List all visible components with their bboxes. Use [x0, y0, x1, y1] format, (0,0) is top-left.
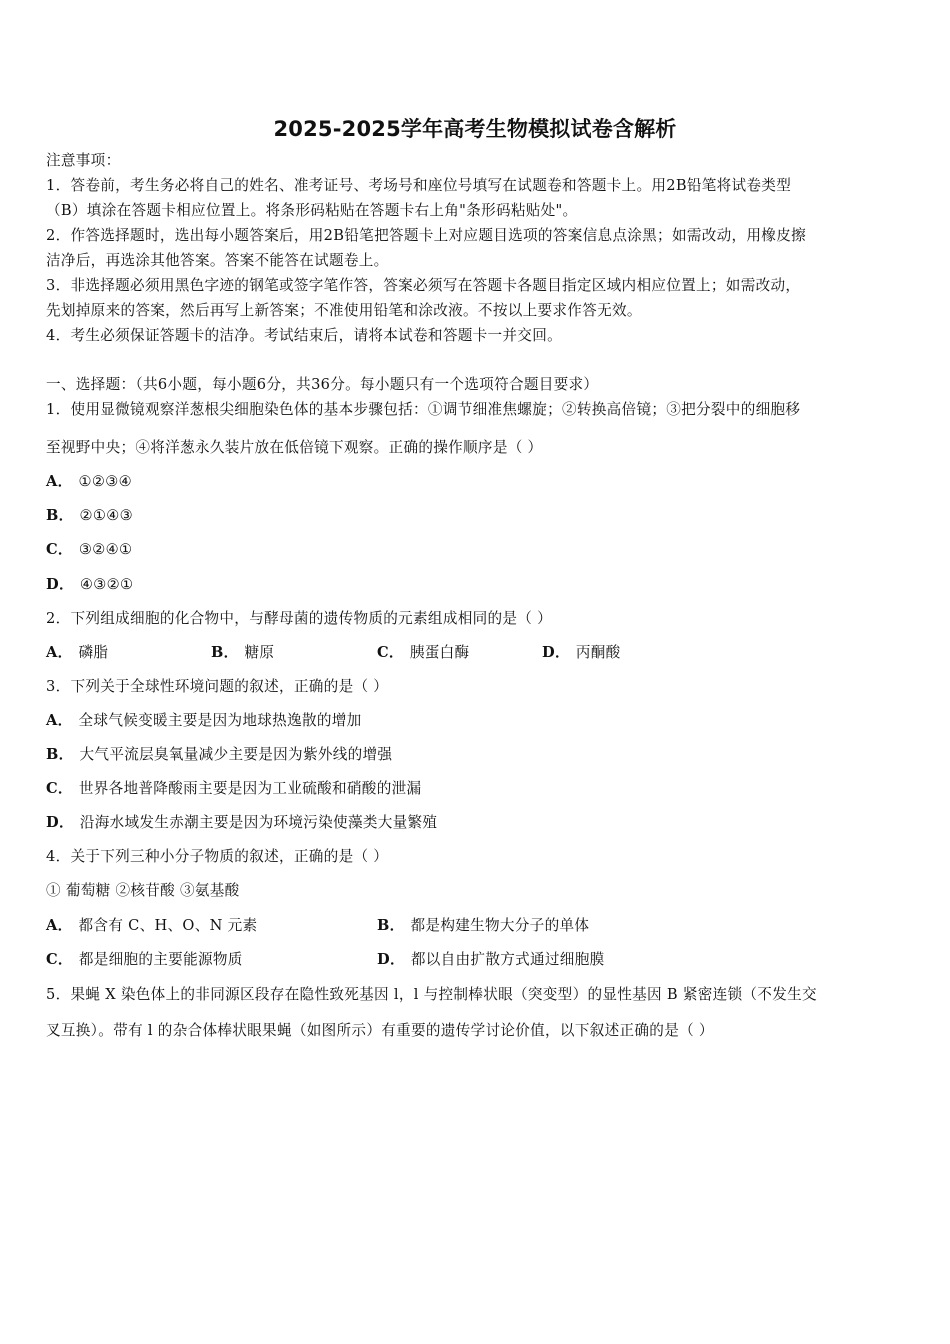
question-3-stem: 3．下列关于全球性环境问题的叙述，正确的是（ ） — [46, 678, 389, 695]
option-text: 全球气候变暖主要是因为地球热逸散的增加 — [78, 712, 362, 729]
page-title: 2025-2025学年高考生物模拟试卷含解析 — [273, 117, 677, 141]
option-label: A． — [46, 917, 73, 934]
question-1-option-d — [46, 575, 906, 595]
option-text: ①②③④ — [78, 473, 133, 490]
option-label: C． — [46, 780, 73, 797]
question-4-stem: 4．关于下列三种小分子物质的叙述，正确的是（ ） — [46, 848, 389, 865]
option-label: A． — [46, 712, 73, 729]
question-4-option-b — [377, 916, 589, 936]
notice-line: （B）填涂在答题卡相应位置上。将条形码粘贴在答题卡右上角"条形码粘贴处"。 — [46, 202, 578, 219]
option-text: ④③②① — [79, 576, 134, 593]
question-5-stem: 5．果蝇 X 染色体上的非同源区段存在隐性致死基因 l，l 与控制棒状眼（突变型）的显性基因 B 紧密连锁（不发生交 — [46, 986, 817, 1003]
notice-line: 3．非选择题必须用黑色字迹的钢笔或签字笔作答，答案必须写在答题卡各题目指定区域内相应位置上；如需改动， — [46, 277, 801, 294]
option-text: 丙酮酸 — [575, 644, 621, 661]
question-2-option-c — [377, 643, 469, 663]
option-label: B． — [46, 746, 74, 763]
option-text: 都含有 C、H、O、N 元素 — [78, 917, 258, 934]
question-3-option-c — [46, 779, 906, 799]
notice-line: 4．考生必须保证答题卡的洁净。考试结束后，请将本试卷和答题卡一并交回。 — [46, 327, 562, 344]
notice-line: 1．答卷前，考生务必将自己的姓名、准考证号、考场号和座位号填写在试题卷和答题卡上。用2B铅笔将试卷类型 — [46, 177, 792, 194]
option-text: 胰蛋白酶 — [409, 644, 470, 661]
question-3-option-a — [46, 711, 906, 731]
question-1-option-a — [46, 472, 906, 492]
option-label: A． — [46, 644, 73, 661]
question-1-stem-cont: 至视野中央；④将洋葱永久装片放在低倍镜下观察。正确的操作顺序是（ ） — [46, 439, 543, 456]
question-1-option-c — [46, 540, 906, 560]
question-1-option-b — [46, 506, 906, 526]
option-label: A． — [46, 473, 73, 490]
question-4-option-c — [46, 950, 243, 970]
option-label: D． — [46, 576, 74, 593]
question-4-option-a — [46, 916, 257, 936]
question-3-option-b — [46, 745, 906, 765]
option-label: D． — [377, 951, 405, 968]
question-2-stem: 2．下列组成细胞的化合物中，与酵母菌的遗传物质的元素组成相同的是（ ） — [46, 610, 553, 627]
notice-line: 洁净后，再选涂其他答案。答案不能答在试题卷上。 — [46, 252, 389, 269]
option-label: B． — [46, 507, 74, 524]
question-2-option-a — [46, 643, 108, 663]
option-label: C． — [46, 951, 73, 968]
option-text: 都是构建生物大分子的单体 — [410, 917, 590, 934]
question-5-stem-cont: 叉互换）。带有 l 的杂合体棒状眼果蝇（如图所示）有重要的遗传学讨论价值，以下叙述正确的是（ ） — [46, 1022, 714, 1039]
option-label: C． — [46, 541, 73, 558]
question-1-stem: 1．使用显微镜观察洋葱根尖细胞染色体的基本步骤包括：①调节细准焦螺旋；②转换高倍镜；③把分裂中的细胞移 — [46, 401, 801, 418]
option-text: 世界各地普降酸雨主要是因为工业硫酸和硝酸的泄漏 — [78, 780, 422, 797]
question-4-items: ① 葡萄糖 ②核苷酸 ③氨基酸 — [46, 882, 240, 899]
option-label: B． — [211, 644, 239, 661]
notice-line: 先划掉原来的答案，然后再写上新答案；不准使用铅笔和涂改液。不按以上要求作答无效。 — [46, 302, 642, 319]
option-label: B． — [377, 917, 405, 934]
notice-heading: 注意事项： — [46, 152, 121, 169]
question-4-option-d — [377, 950, 604, 970]
option-label: D． — [542, 644, 570, 661]
option-label: D． — [46, 814, 74, 831]
question-2-option-b — [211, 643, 274, 663]
option-text: 大气平流层臭氧量减少主要是因为紫外线的增强 — [79, 746, 393, 763]
option-label: C． — [377, 644, 404, 661]
option-text: 都是细胞的主要能源物质 — [78, 951, 243, 968]
section-heading: 一、选择题：（共6小题，每小题6分，共36分。每小题只有一个选项符合题目要求） — [46, 376, 599, 393]
option-text: 都以自由扩散方式通过细胞膜 — [410, 951, 605, 968]
option-text: 沿海水域发生赤潮主要是因为环境污染使藻类大量繁殖 — [79, 814, 438, 831]
option-text: ②①④③ — [79, 507, 134, 524]
notice-line: 2．作答选择题时，选出每小题答案后，用2B铅笔把答题卡上对应题目选项的答案信息点涂黑；如需改动，用橡皮擦 — [46, 227, 806, 244]
option-text: 磷脂 — [78, 644, 109, 661]
question-2-option-d — [542, 643, 621, 663]
option-text: 糖原 — [244, 644, 275, 661]
question-3-option-d — [46, 813, 906, 833]
option-text: ③②④① — [78, 541, 133, 558]
